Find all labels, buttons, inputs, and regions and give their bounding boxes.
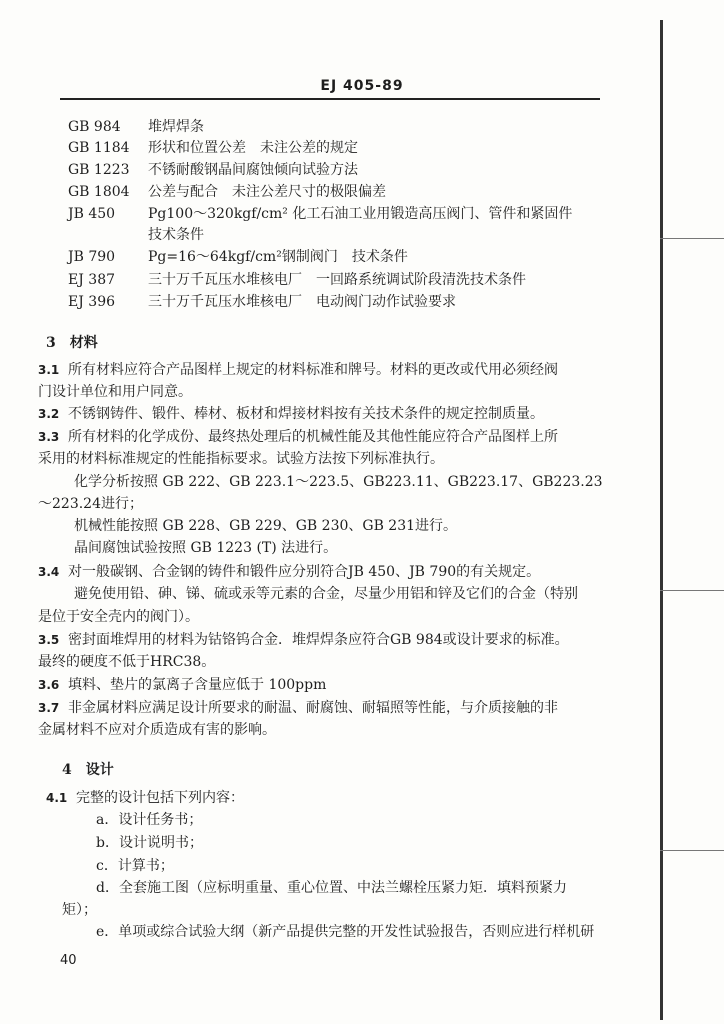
clause-text: 所有材料的化学成份、最终热处理后的机械性能及其他性能应符合产品图样上所: [68, 429, 558, 445]
clause-number: 3.3: [38, 430, 60, 444]
clause-line: [38, 360, 558, 380]
reference-title: 技术条件: [148, 227, 204, 243]
margin-tick: [660, 238, 724, 239]
clause-text: 对一般碳钢、合金钢的铸件和锻件应分别符合JB 450、JB 790的有关规定。: [68, 564, 541, 580]
reference-code: EJ 387: [68, 272, 116, 288]
list-item-text: c．计算书；: [96, 858, 174, 874]
list-item-text: e．单项或综合试验大纲（新产品提供完整的开发性试验报告，否则应进行样机研: [96, 924, 595, 940]
clause-number: 3.5: [38, 633, 60, 647]
list-item-text: d．全套施工图（应标明重量、重心位置、中法兰螺栓压紧力矩．填料预紧力: [96, 880, 567, 896]
reference-title: 形状和位置公差 未注公差的规定: [148, 140, 358, 156]
clause-line: [38, 698, 558, 718]
list-item: [96, 833, 203, 853]
clause-text: 完整的设计包括下列内容：: [76, 790, 244, 806]
reference-title: 堆焊焊条: [148, 119, 204, 135]
clause-text: ～223.24进行；: [38, 496, 143, 512]
clause-text: 机械性能按照 GB 228、GB 229、GB 230、GB 231进行。: [74, 518, 458, 534]
clause-line: [38, 720, 276, 740]
clause-text: 密封面堆焊用的材料为钴铬钨合金．堆焊焊条应符合GB 984或设计要求的标准。: [68, 632, 569, 648]
clause-line: [38, 675, 326, 695]
margin-tick: [660, 850, 724, 851]
clause-text: 门设计单位和用户同意。: [38, 384, 192, 400]
clause-line: [38, 562, 540, 582]
list-item: [96, 922, 594, 942]
reference-title: 三十万千瓦压水堆核电厂 电动阀门动作试验要求: [148, 294, 456, 310]
list-item: [96, 810, 202, 830]
reference-title: 不锈耐酸钢晶间腐蚀倾向试验方法: [148, 162, 358, 178]
section-heading: 3 材料: [46, 335, 98, 351]
reference-code: JB 450: [68, 206, 116, 222]
header-rule: [60, 98, 600, 100]
clause-number: 4.1: [46, 791, 68, 805]
reference-title: Pg=16～64kgf/cm²钢制阀门 技术条件: [148, 249, 408, 265]
clause-number: 3.6: [38, 678, 60, 692]
clause-text: 采用的材料标准规定的性能指标要求。试验方法按下列标准执行。: [38, 451, 444, 467]
reference-code: JB 790: [68, 249, 116, 265]
list-item: [96, 856, 174, 876]
clause-line: [74, 584, 578, 604]
clause-text: 非金属材料应满足设计所要求的耐温、耐腐蚀、耐辐照等性能，与介质接触的非: [68, 700, 558, 716]
list-item-text: b．设计说明书；: [96, 835, 203, 851]
clause-line: [38, 427, 558, 447]
reference-code: GB 1223: [68, 162, 130, 178]
clause-line: [38, 652, 215, 672]
reference-code: EJ 396: [68, 294, 116, 310]
list-item-continued: [62, 900, 97, 920]
clause-line: [38, 404, 544, 424]
list-item-text: a．设计任务书；: [96, 812, 203, 828]
clause-line: [74, 538, 337, 558]
page-number: 40: [60, 953, 77, 968]
list-item-text: 矩）；: [62, 902, 97, 918]
clause-number: 3.1: [38, 363, 60, 377]
clause-text: 避免使用铅、砷、锑、硫或汞等元素的合金，尽量少用铝和锌及它们的合金（特别: [74, 586, 578, 602]
binding-edge-line: [660, 20, 663, 1020]
section-heading: 4 设计: [62, 762, 114, 778]
clause-line: [74, 516, 457, 536]
clause-line: [38, 607, 199, 627]
clause-number: 3.2: [38, 407, 60, 421]
clause-number: 3.7: [38, 701, 60, 715]
clause-text: 填料、垫片的氯离子含量应低于 100ppm: [68, 677, 327, 693]
margin-tick: [660, 590, 724, 591]
clause-line: [46, 788, 244, 808]
reference-title: Pg100～320kgf/cm² 化工石油工业用锻造高压阀门、管件和紧固件: [148, 206, 573, 222]
clause-line: [74, 472, 603, 492]
reference-code: GB 984: [68, 119, 121, 135]
clause-text: 是位于安全壳内的阀门）。: [38, 609, 199, 625]
clause-line: [38, 382, 192, 402]
clause-text: 最终的硬度不低于HRC38。: [38, 654, 216, 670]
clause-text: 不锈钢铸件、锻件、棒材、板材和焊接材料按有关技术条件的规定控制质量。: [68, 406, 544, 422]
reference-code: GB 1804: [68, 184, 130, 200]
reference-code: GB 1184: [68, 140, 130, 156]
clause-text: 所有材料应符合产品图样上规定的材料标准和牌号。材料的更改或代用必须经阀: [68, 362, 558, 378]
clause-text: 晶间腐蚀试验按照 GB 1223 (T) 法进行。: [74, 540, 338, 556]
list-item: [96, 878, 567, 898]
running-header: EJ 405-89: [320, 78, 404, 94]
clause-line: [38, 449, 444, 469]
clause-text: 化学分析按照 GB 222、GB 223.1～223.5、GB223.11、GB223.17、GB223.23: [74, 474, 603, 490]
clause-number: 3.4: [38, 565, 60, 579]
clause-text: 金属材料不应对介质造成有害的影响。: [38, 722, 276, 738]
clause-line: [38, 494, 143, 514]
reference-title: 三十万千瓦压水堆核电厂 一回路系统调试阶段清洗技术条件: [148, 272, 526, 288]
clause-line: [38, 630, 569, 650]
reference-title: 公差与配合 未注公差尺寸的极限偏差: [148, 184, 386, 200]
